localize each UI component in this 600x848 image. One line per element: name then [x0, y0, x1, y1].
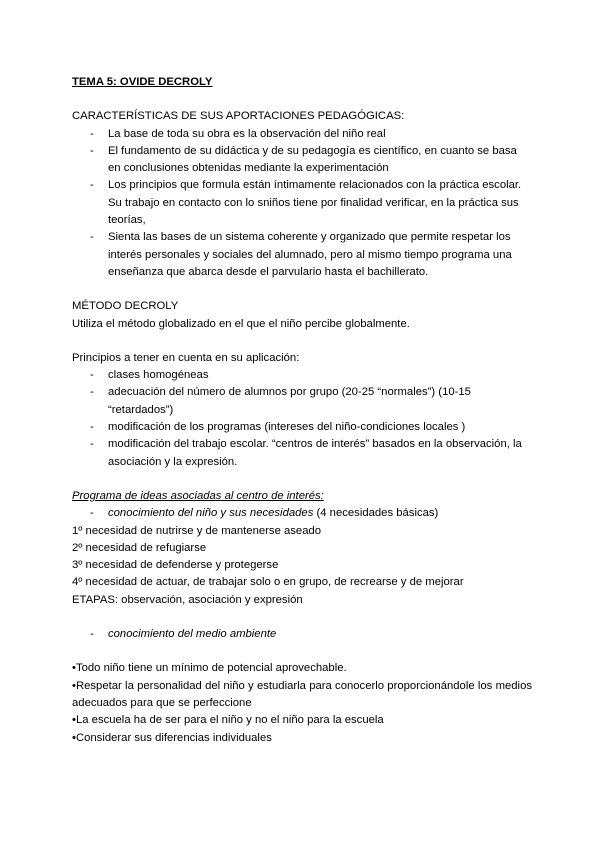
list-item: - clases homogéneas [72, 367, 532, 384]
metodo-text: Utiliza el método globalizado en el que el niño percibe globalmente. [72, 317, 410, 330]
need-line: 3º necesidad de defenderse y protegerse [72, 559, 279, 572]
bullet-line: •Todo niño tiene un mínimo de potencial aprovechable. [72, 662, 347, 675]
list-item [72, 505, 532, 522]
document-title: TEMA 5: OVIDE DECROLY [72, 76, 213, 88]
bullet-line: •Respetar la personalidad del niño y estudiarla para conocerlo proporcionándole los medios adecuados para que se perfeccione [72, 679, 532, 709]
list-item: - Los principios que formula están íntimamente relacionados con la práctica escolar. Su trabajo en contacto con lo sniños tiene por finalidad verificar, en la práctica sus teorías, [72, 177, 532, 229]
bullet-line: •Considerar sus diferencias individuales [72, 731, 272, 744]
need-line: 2º necesidad de refugiarse [72, 541, 207, 554]
caracteristicas-list [72, 126, 532, 282]
caracteristicas-heading: CARACTERÍSTICAS DE SUS APORTACIONES PEDAGÓGICAS: [72, 110, 405, 123]
programa-item1-italic: conocimiento del niño y sus necesidades [108, 507, 314, 520]
programa-item1-rest: (4 necesidades básicas) [313, 507, 439, 520]
list-item: - conocimiento del medio ambiente [72, 626, 532, 643]
need-line: 1º necesidad de nutrirse y de mantenerse aseado [72, 524, 322, 537]
programa-list-1 [72, 505, 532, 522]
list-item: - Sienta las bases de un sistema coherente y organizado que permite respetar los interés personales y sociales del alumnado, pero al mismo tiempo programa una enseñanza que abarca desde el parvulario hasta el bachillerato. [72, 229, 532, 281]
list-item: - modificación del trabajo escolar. “centros de interés” basados en la observación, la asociación y la expresión. [72, 436, 532, 471]
list-item: - La base de toda su obra es la observación del niño real [72, 126, 532, 143]
principios-heading: Principios a tener en cuenta en su aplicación: [72, 351, 300, 364]
etapas-line: ETAPAS: observación, asociación y expresión [72, 593, 303, 606]
programa-list-2 [72, 626, 532, 643]
principios-list [72, 367, 532, 471]
bullet-line: •La escuela ha de ser para el niño y no el niño para la escuela [72, 714, 384, 727]
programa-heading: Programa de ideas asociadas al centro de interés: [72, 489, 324, 502]
document-page [72, 74, 532, 747]
list-item: - El fundamento de su didáctica y de su pedagogía es científico, en cuanto se basa en conclusiones obtenidas mediante la experimentación [72, 143, 532, 178]
need-line: 4º necesidad de actuar, de trabajar solo o en grupo, de recrearse y de mejorar [72, 576, 464, 589]
metodo-heading: MÉTODO DECROLY [72, 300, 179, 313]
list-item: - adecuación del número de alumnos por grupo (20-25 “normales”) (10-15 “retardados”) [72, 384, 532, 419]
list-item: - modificación de los programas (intereses del niño-condiciones locales ) [72, 419, 532, 436]
